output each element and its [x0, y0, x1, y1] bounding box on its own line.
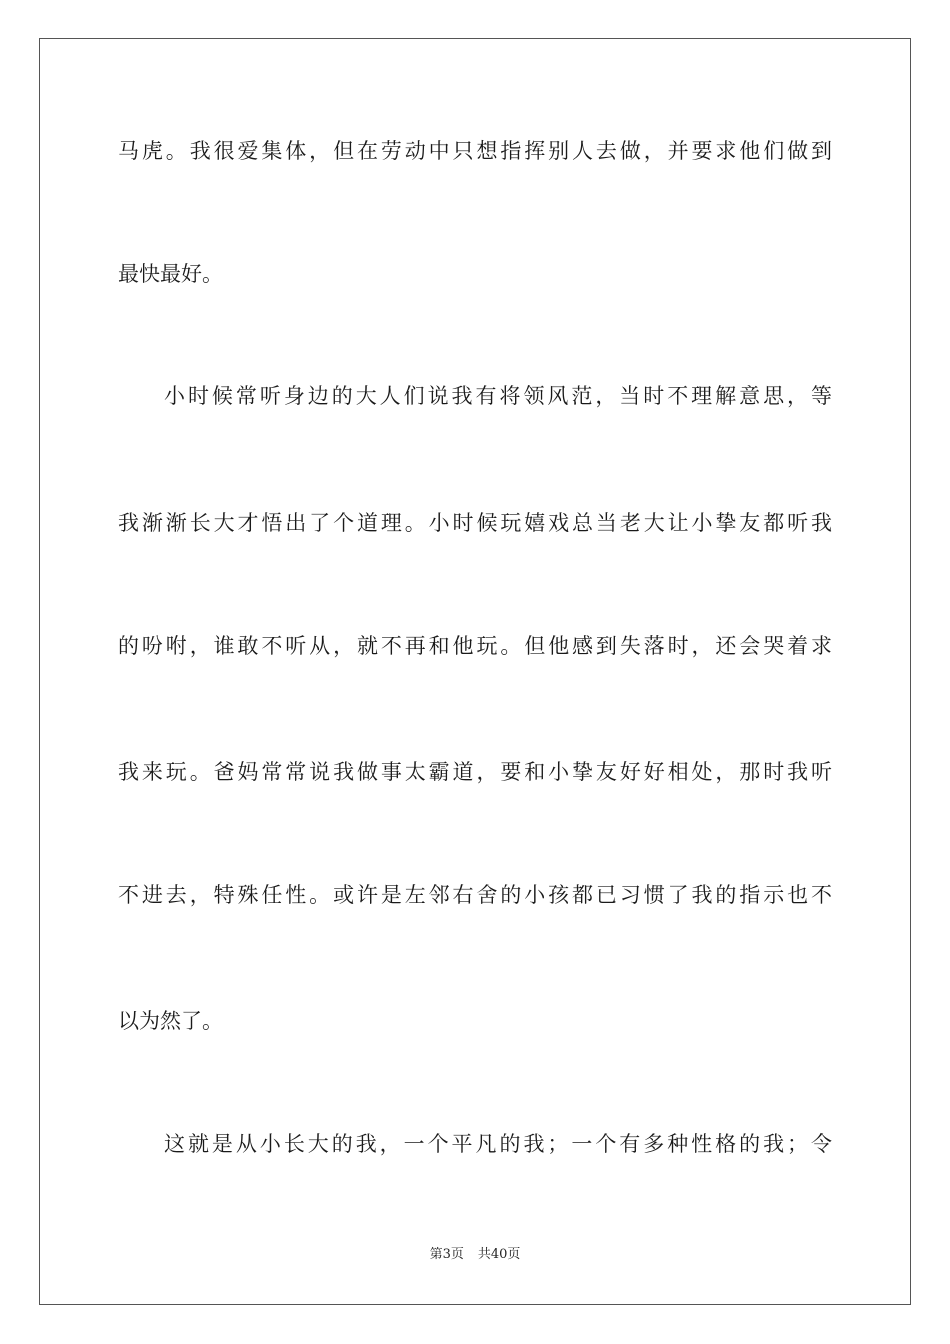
page-total: 共40页	[477, 1247, 521, 1262]
page-frame	[39, 38, 911, 1305]
text-line: 最快最好。	[118, 262, 223, 286]
text-line: 的吩咐，谁敢不听从，就不再和他玩。但他感到失落时，还会哭着求	[118, 634, 832, 658]
text-line: 这就是从小长大的我，一个平凡的我；一个有多种性格的我；令	[164, 1132, 832, 1156]
text-line: 不进去，特殊任性。或许是左邻右舍的小孩都已习惯了我的指示也不	[118, 883, 832, 907]
page-number: 第3页	[429, 1247, 464, 1262]
text-line: 我渐渐长大才悟出了个道理。小时候玩嬉戏总当老大让小挚友都听我	[118, 511, 832, 535]
text-line: 我来玩。爸妈常常说我做事太霸道，要和小挚友好好相处，那时我听	[118, 760, 832, 784]
text-line: 以为然了。	[118, 1009, 223, 1033]
text-line: 小时候常听身边的大人们说我有将领风范，当时不理解意思，等	[164, 384, 832, 408]
page-footer	[0, 1245, 950, 1265]
text-line: 马虎。我很爱集体，但在劳动中只想指挥别人去做，并要求他们做到	[118, 139, 832, 163]
